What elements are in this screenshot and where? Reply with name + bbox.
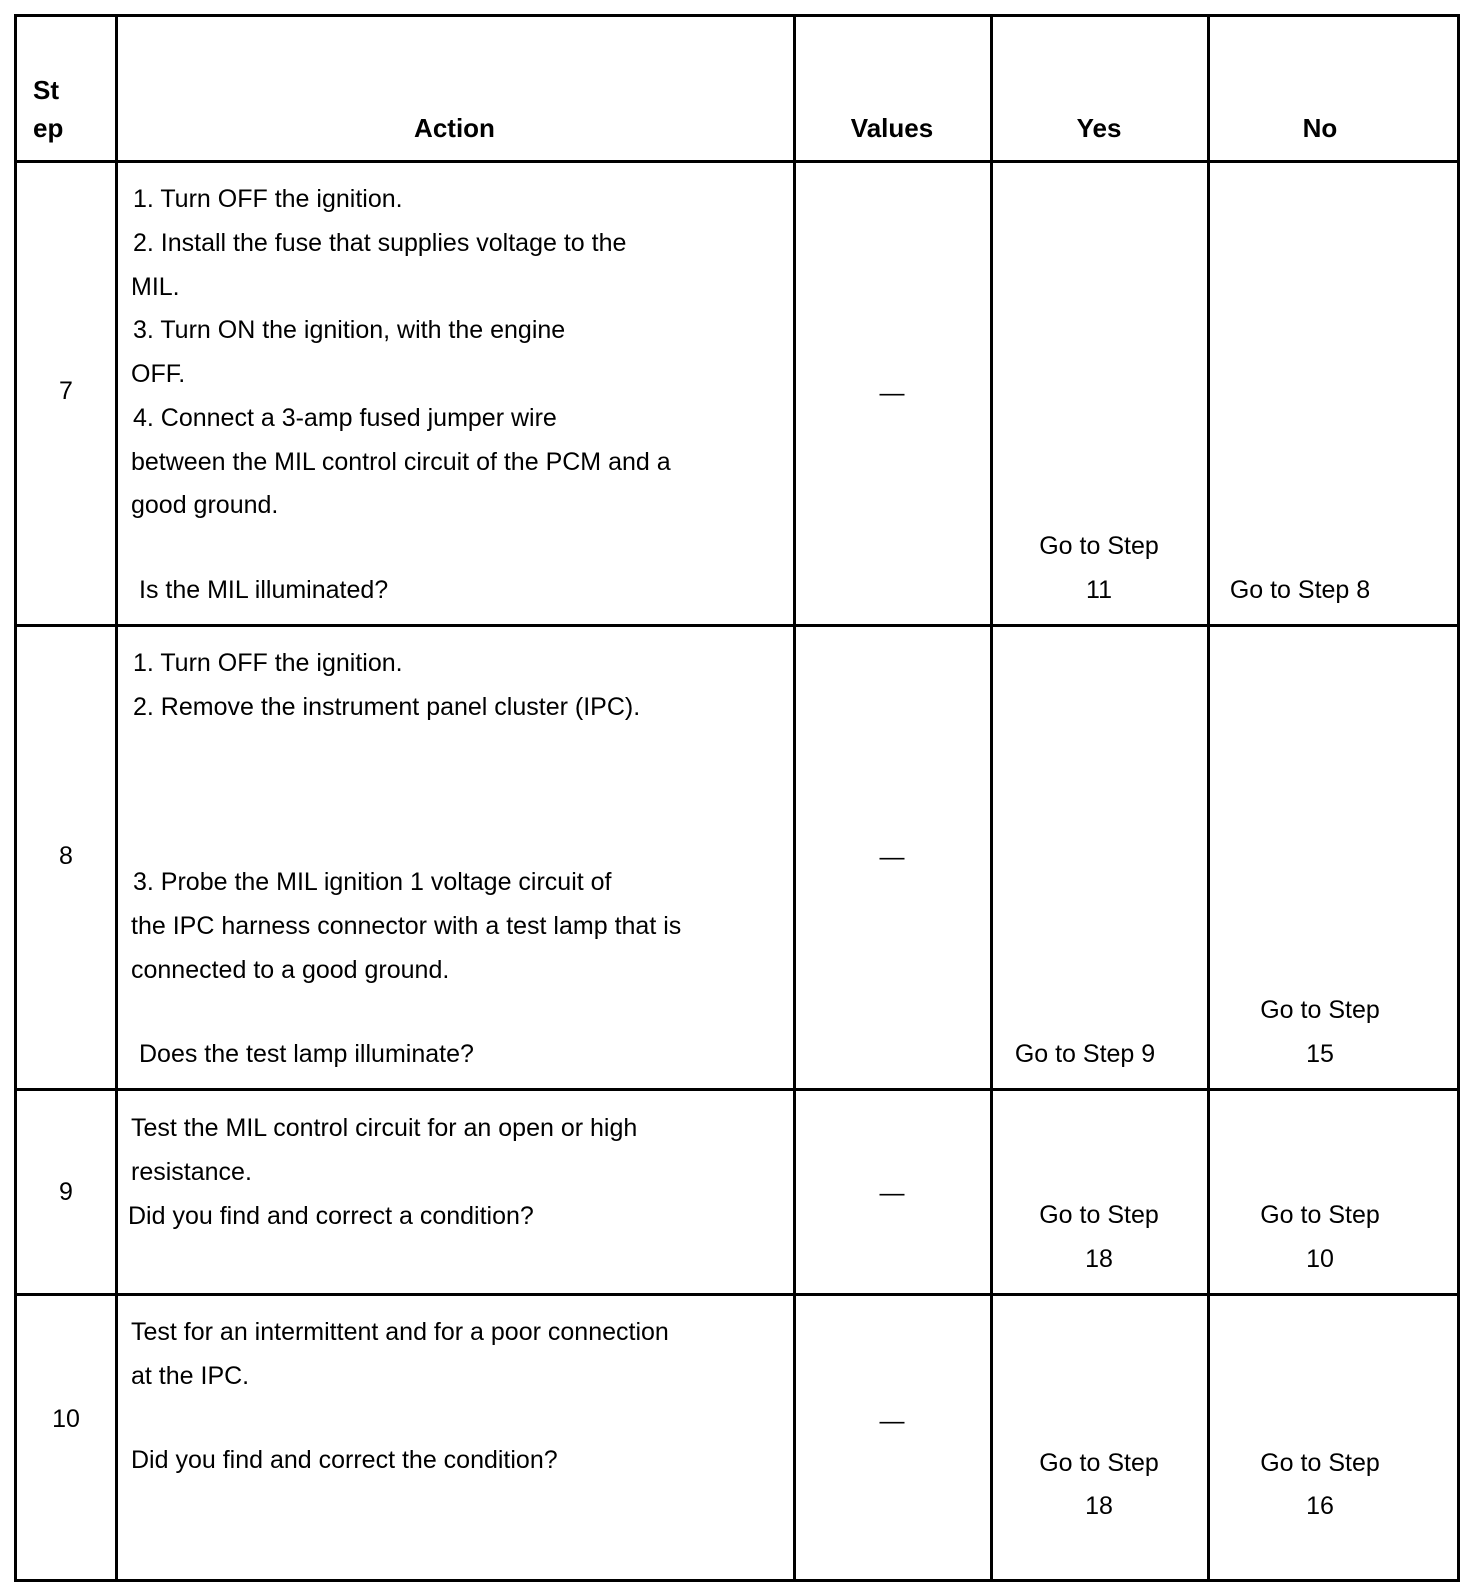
step-number: 8 [59,842,73,870]
yes-cell-line: 18 [1085,1492,1113,1520]
action-line: 3. Probe the MIL ignition 1 voltage circuit of [133,868,612,896]
values-cell: — [879,1179,905,1207]
action-line: 3. Turn ON the ignition, with the engine [133,316,566,344]
action-line: resistance. [131,1158,252,1186]
action-line: connected to a good ground. [131,956,450,984]
yes-cell-line: Go to Step [1039,532,1159,560]
action-line: 1. Turn OFF the ignition. [133,185,403,213]
action-question: Does the test lamp illuminate? [139,1040,474,1068]
header-no: No [1302,113,1338,143]
action-line: 2. Install the fuse that supplies voltage to the [133,229,627,257]
yes-cell-line: Go to Step [1039,1449,1159,1477]
action-question: Did you find and correct the condition? [131,1446,558,1474]
values-cell: — [879,379,905,407]
values-cell: — [879,843,905,871]
action-line: Test for an intermittent and for a poor connection [131,1318,669,1346]
row-divider [17,624,1457,627]
values-cell: — [879,1407,905,1435]
action-line: MIL. [131,273,180,301]
header-yes: Yes [1076,113,1122,143]
column-divider [115,17,118,1579]
column-divider [1207,17,1210,1579]
step-number: 10 [52,1405,80,1433]
action-line: 4. Connect a 3-amp fused jumper wire [133,404,557,432]
no-cell-line: Go to Step [1260,996,1380,1024]
step-number: 9 [59,1178,73,1206]
action-line: 2. Remove the instrument panel cluster (IPC). [133,693,641,721]
no-cell-line: 10 [1306,1245,1334,1273]
action-question: Did you find and correct a condition? [128,1202,534,1230]
column-divider [793,17,796,1579]
header-values: Values [850,113,934,143]
yes-cell-line: 11 [1086,576,1112,604]
row-divider [17,1088,1457,1091]
action-line: between the MIL control circuit of the PCM and a [131,448,671,476]
action-line: the IPC harness connector with a test lamp that is [131,912,682,940]
no-cell-line: Go to Step [1260,1201,1380,1229]
diagnostic-table [14,14,1460,1582]
action-line: 1. Turn OFF the ignition. [133,649,403,677]
row-divider [17,1293,1457,1296]
no-cell-line: Go to Step [1260,1449,1380,1477]
column-divider [990,17,993,1579]
yes-cell-line: 18 [1085,1245,1113,1273]
yes-cell-line: Go to Step 9 [1014,1040,1156,1068]
no-cell-line: 16 [1306,1492,1334,1520]
action-line: Test the MIL control circuit for an open or high [131,1114,638,1142]
yes-cell-line: Go to Step [1039,1201,1159,1229]
action-line: at the IPC. [131,1362,250,1390]
action-line: OFF. [131,360,186,388]
step-number: 7 [59,377,73,405]
action-question: Is the MIL illuminated? [139,576,389,604]
no-cell-line: Go to Step 8 [1229,576,1371,604]
header-step-line1: St [33,75,59,105]
action-line: good ground. [131,491,279,519]
header-step-line2: ep [33,113,64,143]
header-action: Action [414,113,495,143]
row-divider [17,160,1457,163]
no-cell-line: 15 [1306,1040,1334,1068]
